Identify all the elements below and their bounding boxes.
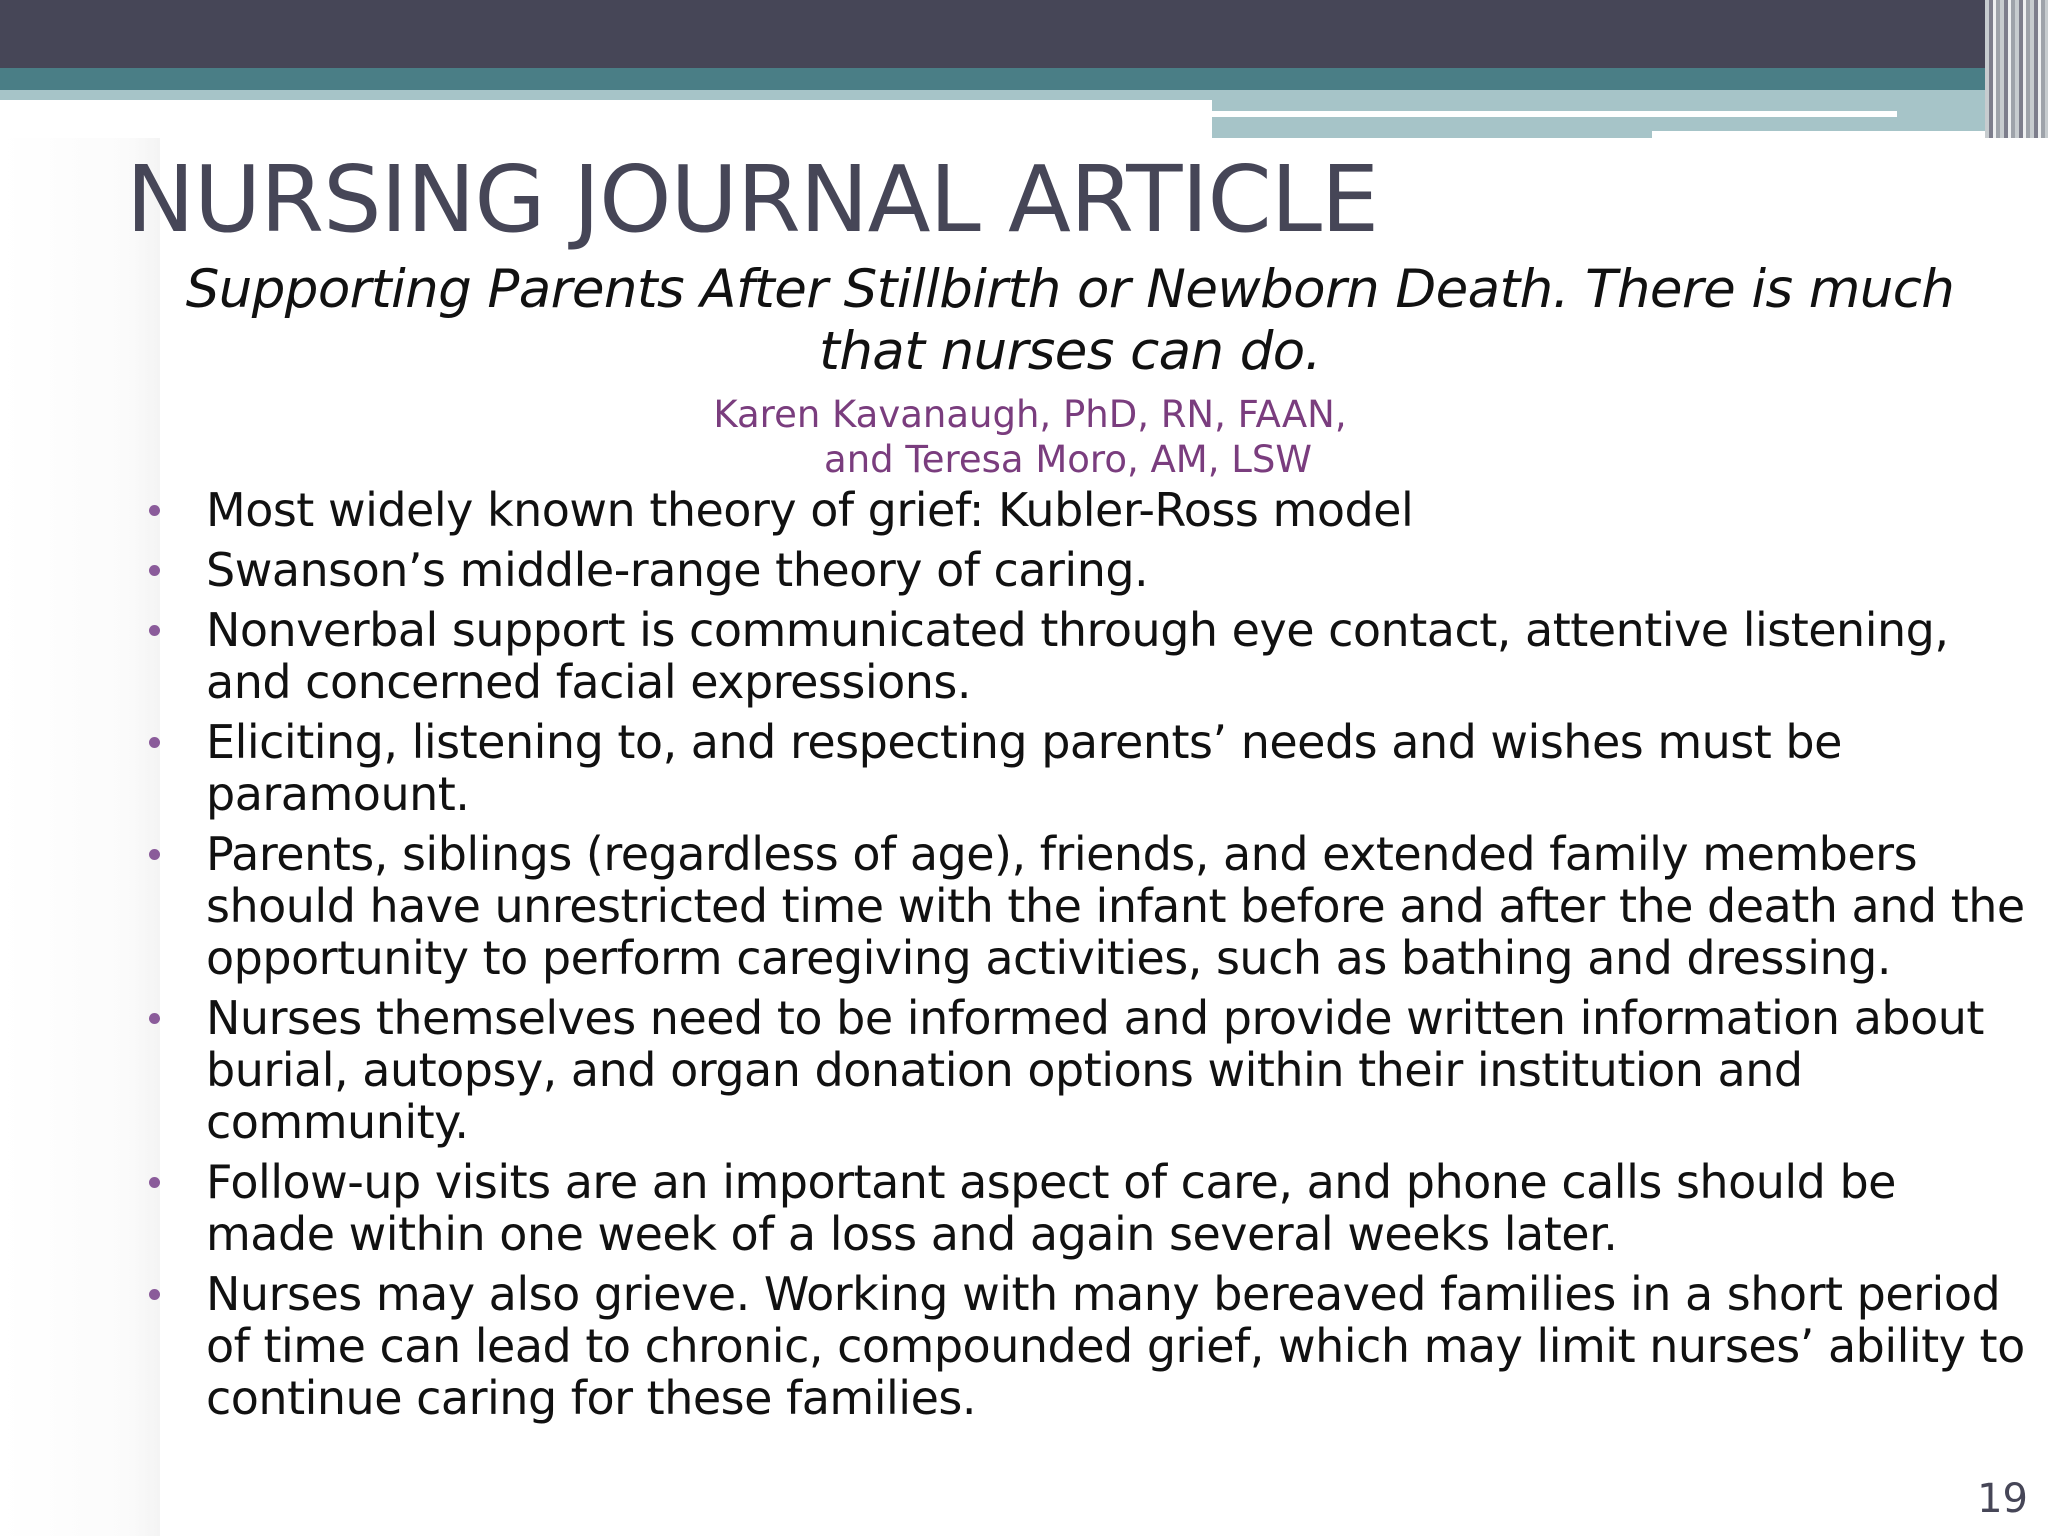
bullet-text: Follow-up visits are an important aspect of care, and phone calls should be made within one week of a loss and again several weeks later. (206, 1155, 1896, 1261)
bullet-dot-icon (149, 565, 160, 576)
authors-line-2: and Teresa Moro, AM, LSW (824, 438, 1312, 481)
bullet-dot-icon (149, 505, 160, 516)
bullet-dot-icon (149, 849, 160, 860)
bullet-item (145, 828, 2025, 984)
bullet-dot-icon (149, 737, 160, 748)
left-margin-shade (0, 138, 160, 1536)
bullet-item (145, 604, 2025, 708)
bullet-dot-icon (149, 1177, 160, 1188)
slide-number: 19 (1977, 1476, 2028, 1522)
bullet-dot-icon (149, 1013, 160, 1024)
slide-title: NURSING JOURNAL ARTICLE (126, 146, 1379, 253)
bullet-dot-icon (149, 625, 160, 636)
header-stripes (1985, 0, 2048, 138)
bullet-item (145, 1268, 2025, 1424)
bullet-item (145, 1156, 2025, 1260)
article-authors (650, 392, 1410, 482)
bullet-text: Nonverbal support is communicated through eye contact, attentive listening, and concerned facial expressions. (206, 603, 1949, 709)
bullet-item (145, 544, 2025, 596)
bullet-item (145, 992, 2025, 1148)
header-bar-teal (0, 68, 2048, 90)
bullet-text: Nurses may also grieve. Working with many bereaved families in a short period of time can lead to chronic, compounded grief, which may limit nurses’ ability to continue caring for these families. (206, 1267, 2025, 1425)
header-bar-light (0, 90, 1212, 100)
bullet-text: Parents, siblings (regardless of age), friends, and extended family members should have unrestricted time with the infant before and after the death and the opportunity to perform caregiving activities, such as bathing and dressing. (206, 827, 2025, 985)
article-title-line-1: Supporting Parents After Stillbirth or Newborn Death. There is much (185, 259, 1955, 320)
bullet-text: Eliciting, listening to, and respecting parents’ needs and wishes must be paramount. (206, 715, 1842, 821)
bullet-text: Swanson’s middle-range theory of caring. (206, 543, 1149, 597)
bullet-list (145, 484, 2025, 1432)
article-title-line-2: that nurses can do. (819, 321, 1321, 382)
authors-line-1: Karen Kavanaugh, PhD, RN, FAAN, (713, 393, 1347, 436)
article-title (150, 259, 1990, 383)
header-accent-line (1212, 111, 1897, 117)
bullet-item (145, 484, 2025, 536)
header-bar-dark (0, 0, 2048, 68)
bullet-text: Most widely known theory of grief: Kubler-Ross model (206, 483, 1414, 537)
bullet-text: Nurses themselves need to be informed and provide written information about burial, autopsy, and organ donation options within their institution and community. (206, 991, 1984, 1149)
bullet-dot-icon (149, 1289, 160, 1300)
header-accent-block (1652, 131, 2012, 138)
bullet-item (145, 716, 2025, 820)
